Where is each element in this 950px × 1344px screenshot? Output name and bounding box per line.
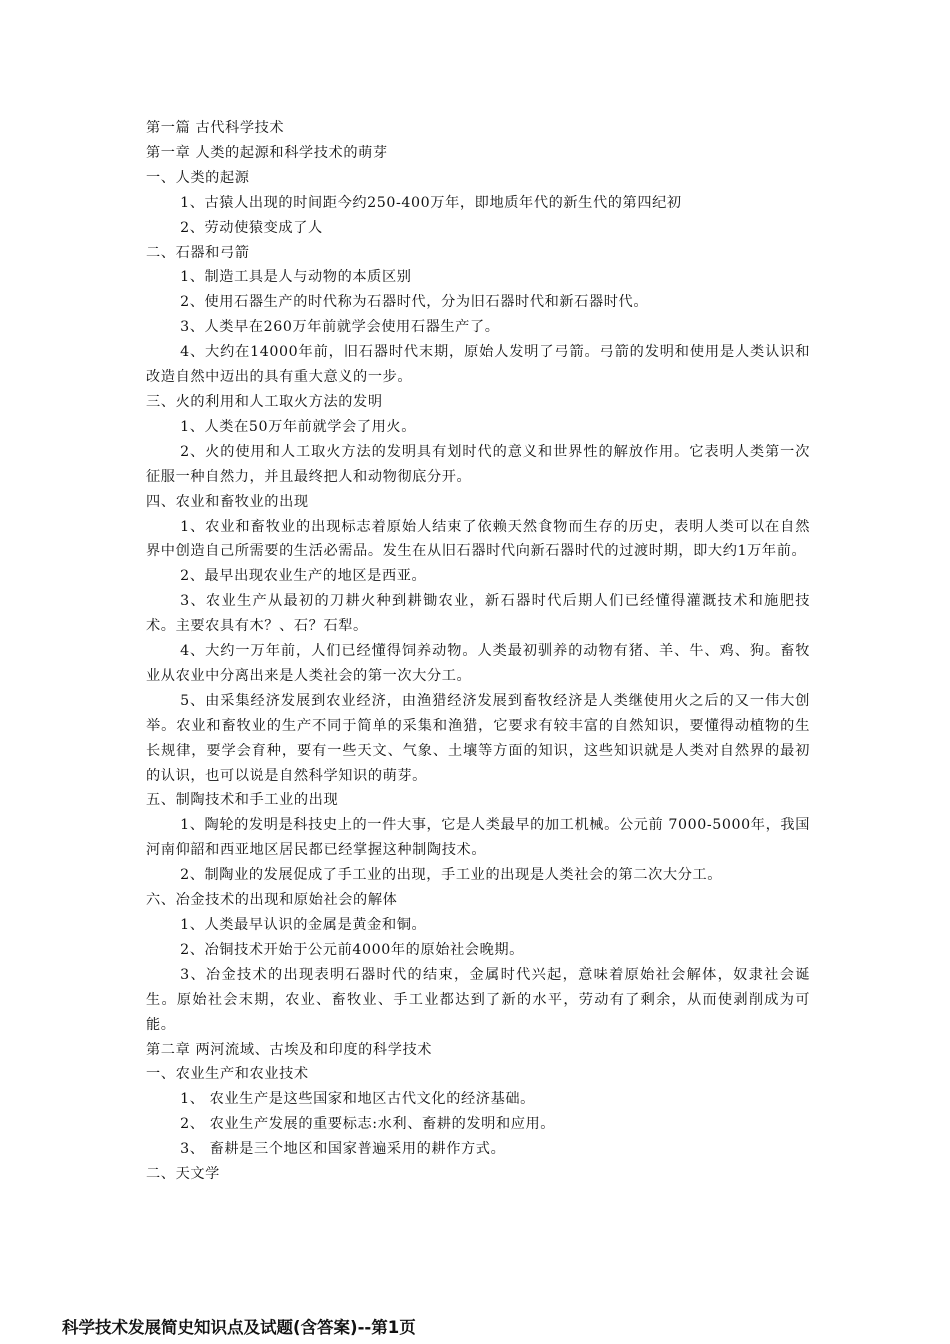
document-body (146, 116, 810, 1187)
list-item: 3、农业生产从最初的刀耕火种到耕锄农业，新石器时代后期人们已经懂得灌溉技术和施肥技术。主要农具有木？、石？石犁。 (146, 593, 810, 635)
section-heading: 二、石器和弓箭 (146, 244, 250, 261)
list-item: 2、使用石器生产的时代称为石器时代，分为旧石器时代和新石器时代。 (180, 294, 649, 311)
list-item: 2、火的使用和人工取火方法的发明具有划时代的意义和世界性的解放作用。它表明人类第一次征服一种自然力，并且最终把人和动物彻底分开。 (146, 443, 810, 485)
section-heading: 五、制陶技术和手工业的出现 (146, 792, 339, 809)
list-item: 1、农业和畜牧业的出现标志着原始人结束了依赖天然食物而生存的历史，表明人类可以在自然界中创造自己所需要的生活必需品。发生在从旧石器时代向新石器时代的过渡时期，即大约1万年前。 (146, 518, 810, 560)
list-item: 2、 农业生产发展的重要标志:水利、畜耕的发明和应用。 (180, 1116, 556, 1133)
section-heading: 六、冶金技术的出现和原始社会的解体 (146, 892, 398, 909)
list-item: 2、制陶业的发展促成了手工业的出现，手工业的出现是人类社会的第二次大分工。 (180, 867, 723, 884)
list-item: 1、陶轮的发明是科技史上的一件大事，它是人类最早的加工机械。公元前 7000-5000年，我国河南仰韶和西亚地区居民都已经掌握这种制陶技术。 (146, 817, 810, 859)
list-item: 1、 农业生产是这些国家和地区古代文化的经济基础。 (180, 1091, 535, 1108)
list-item: 1、人类在50万年前就学会了用火。 (180, 418, 416, 435)
list-item: 4、大约在14000年前，旧石器时代末期，原始人发明了弓箭。弓箭的发明和使用是人类认识和改造自然中迈出的具有重大意义的一步。 (146, 344, 810, 386)
page-footer: 科学技术发展简史知识点及试题(含答案)--第1页 (62, 1318, 416, 1337)
section-heading: 第二章 两河流域、古埃及和印度的科学技术 (146, 1041, 433, 1058)
section-heading: 第一篇 古代科学技术 (146, 120, 285, 136)
section-heading: 一、人类的起源 (146, 169, 250, 186)
list-item: 2、最早出现农业生产的地区是西亚。 (180, 568, 427, 585)
list-item: 1、古猿人出现的时间距今约250-400万年，即地质年代的新生代的第四纪初 (180, 194, 682, 211)
section-heading: 三、火的利用和人工取火方法的发明 (146, 393, 383, 410)
section-heading: 第一章 人类的起源和科学技术的萌芽 (146, 144, 388, 161)
list-item: 3、人类早在260万年前就学会使用石器生产了。 (180, 319, 500, 336)
list-item: 1、制造工具是人与动物的本质区别 (180, 269, 412, 286)
list-item: 3、 畜耕是三个地区和国家普遍采用的耕作方式。 (180, 1141, 506, 1158)
section-heading: 二、天文学 (146, 1166, 220, 1183)
list-item: 3、冶金技术的出现表明石器时代的结束，金属时代兴起，意味着原始社会解体，奴隶社会诞生。原始社会末期，农业、畜牧业、手工业都达到了新的水平，劳动有了剩余，从而使剥削成为可能。 (146, 966, 810, 1033)
section-heading: 四、农业和畜牧业的出现 (146, 493, 309, 510)
list-item: 1、人类最早认识的金属是黄金和铜。 (180, 917, 427, 933)
list-item: 2、劳动使猿变成了人 (180, 219, 323, 236)
list-item: 5、由采集经济发展到农业经济，由渔猎经济发展到畜牧经济是人类继使用火之后的又一伟大创举。农业和畜牧业的生产不同于简单的采集和渔猎，它要求有较丰富的自然知识，要懂得动植物的生长规律，要学会育种，要有一些天文、气象、土壤等方面的知识，这些知识就是人类对自然界的最初的认识，也可以说是自然科学知识的萌芽。 (146, 692, 810, 784)
list-item: 2、冶铜技术开始于公元前4000年的原始社会晚期。 (180, 941, 524, 958)
list-item: 4、大约一万年前，人们已经懂得饲养动物。人类最初驯养的动物有猪、羊、牛、鸡、狗。畜牧业从农业中分离出来是人类社会的第一次大分工。 (146, 643, 810, 684)
section-heading: 一、农业生产和农业技术 (146, 1066, 309, 1083)
